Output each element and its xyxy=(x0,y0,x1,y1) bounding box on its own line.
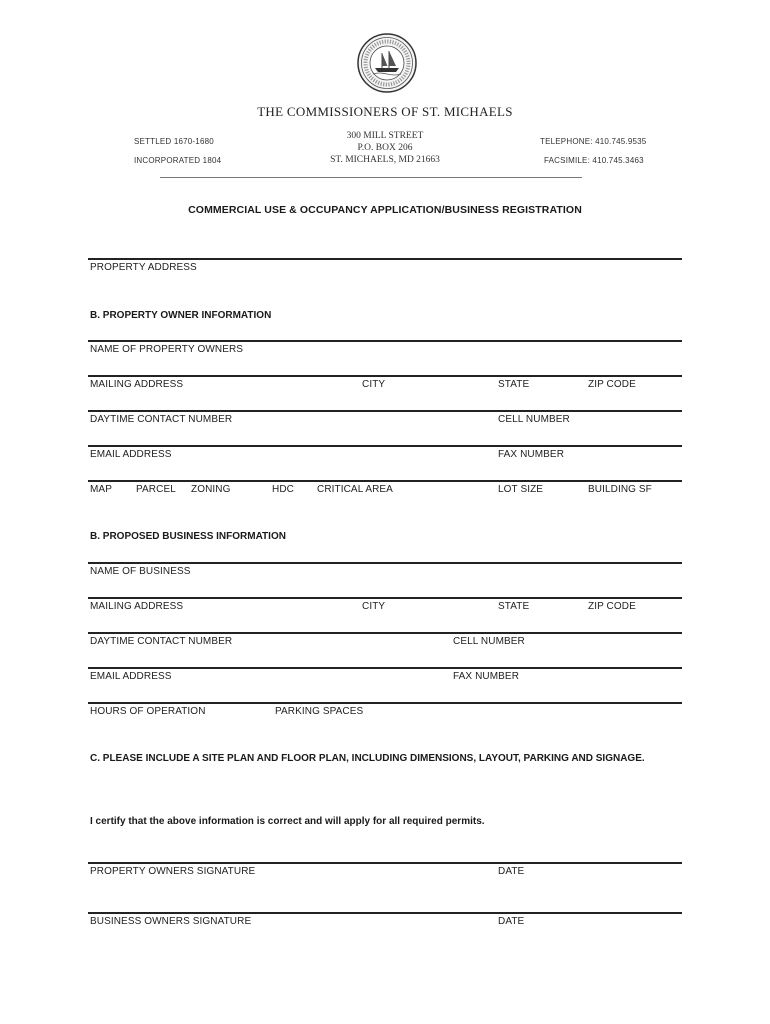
owner-fax-label: FAX NUMBER xyxy=(498,449,565,460)
business-owner-signature-label: BUSINESS OWNERS SIGNATURE xyxy=(90,916,252,927)
property-owner-signature-label: PROPERTY OWNERS SIGNATURE xyxy=(90,866,256,877)
owner-state-label: STATE xyxy=(498,379,530,390)
divider xyxy=(88,340,682,342)
town-seal-logo xyxy=(357,33,417,93)
owner-zip-label: ZIP CODE xyxy=(588,379,636,390)
incorporated-date: INCORPORATED 1804 xyxy=(134,156,222,165)
divider xyxy=(88,375,682,377)
address-line-1: 300 MILL STREET xyxy=(346,131,424,141)
date-label: DATE xyxy=(498,866,525,877)
fax-number-header: FACSIMILE: 410.745.3463 xyxy=(544,156,644,165)
settled-date: SETTLED 1670-1680 xyxy=(134,137,214,146)
organization-title: THE COMMISSIONERS OF ST. MICHAELS xyxy=(257,104,513,119)
lot-size-label: LOT SIZE xyxy=(498,484,544,495)
hdc-label: HDC xyxy=(272,484,294,495)
header-divider xyxy=(160,177,582,178)
divider xyxy=(88,597,682,599)
zoning-label: ZONING xyxy=(191,484,231,495)
certification-statement: I certify that the above information is correct and will apply for all required permits. xyxy=(90,816,485,827)
business-section-heading: B. PROPOSED BUSINESS INFORMATION xyxy=(90,531,286,542)
parcel-label: PARCEL xyxy=(136,484,176,495)
telephone-number: TELEPHONE: 410.745.9535 xyxy=(540,137,647,146)
parking-label: PARKING SPACES xyxy=(275,706,364,717)
owner-section-heading: B. PROPERTY OWNER INFORMATION xyxy=(90,310,272,321)
business-cell-label: CELL NUMBER xyxy=(453,636,525,647)
map-label: MAP xyxy=(90,484,112,495)
divider xyxy=(88,667,682,669)
divider xyxy=(88,258,682,260)
business-name-label: NAME OF BUSINESS xyxy=(90,566,191,577)
date-label: DATE xyxy=(498,916,525,927)
address-line-2: P.O. BOX 206 xyxy=(357,143,413,153)
property-address-label: PROPERTY ADDRESS xyxy=(90,262,197,273)
divider xyxy=(88,632,682,634)
owner-email-label: EMAIL ADDRESS xyxy=(90,449,172,460)
business-fax-label: FAX NUMBER xyxy=(453,671,520,682)
business-state-label: STATE xyxy=(498,601,530,612)
business-daytime-label: DAYTIME CONTACT NUMBER xyxy=(90,636,233,647)
owner-cell-label: CELL NUMBER xyxy=(498,414,570,425)
business-email-label: EMAIL ADDRESS xyxy=(90,671,172,682)
address-line-3: ST. MICHAELS, MD 21663 xyxy=(330,155,440,165)
divider xyxy=(88,445,682,447)
form-title: COMMERCIAL USE & OCCUPANCY APPLICATION/BUSINESS REGISTRATION xyxy=(188,204,582,216)
hours-label: HOURS OF OPERATION xyxy=(90,706,206,717)
divider xyxy=(88,410,682,412)
owner-mailing-address-label: MAILING ADDRESS xyxy=(90,379,184,390)
signature-line xyxy=(88,912,682,914)
divider xyxy=(88,480,682,482)
site-plan-note: C. PLEASE INCLUDE A SITE PLAN AND FLOOR PLAN, INCLUDING DIMENSIONS, LAYOUT, PARKING AND SIGNAGE. xyxy=(90,753,645,764)
business-zip-label: ZIP CODE xyxy=(588,601,636,612)
business-city-label: CITY xyxy=(362,601,386,612)
owner-daytime-label: DAYTIME CONTACT NUMBER xyxy=(90,414,233,425)
divider xyxy=(88,562,682,564)
divider xyxy=(88,702,682,704)
building-sf-label: BUILDING SF xyxy=(588,484,652,495)
critical-area-label: CRITICAL AREA xyxy=(317,484,393,495)
business-mailing-address-label: MAILING ADDRESS xyxy=(90,601,184,612)
owner-city-label: CITY xyxy=(362,379,386,390)
signature-line xyxy=(88,862,682,864)
owner-names-label: NAME OF PROPERTY OWNERS xyxy=(90,344,244,355)
